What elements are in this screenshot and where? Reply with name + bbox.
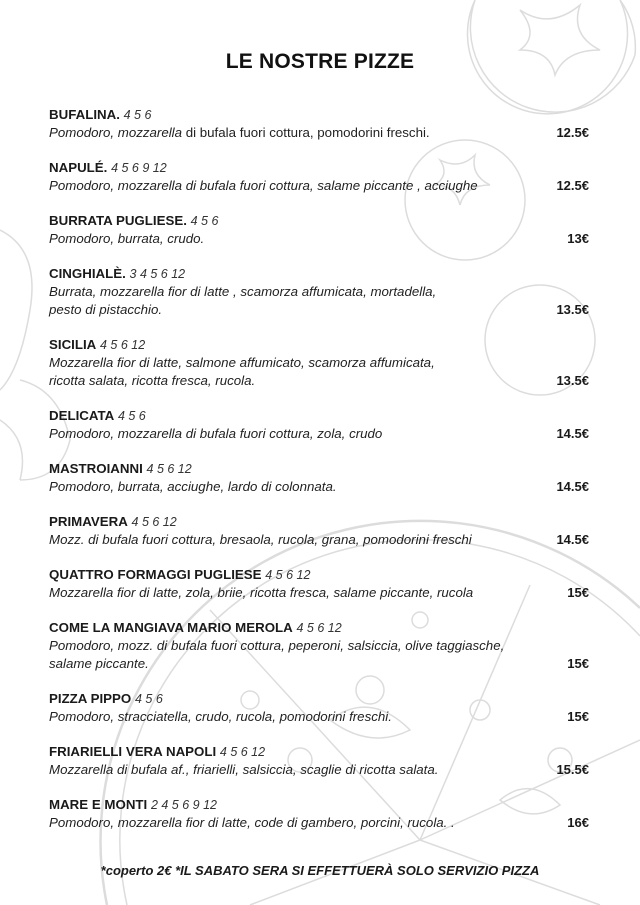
item-price: 14.5€ (556, 479, 589, 494)
item-title-line (49, 407, 589, 425)
item-title-line (49, 159, 589, 177)
item-price: 15.5€ (556, 762, 589, 777)
pizza-menu-list (49, 106, 589, 849)
menu-item (49, 690, 589, 726)
allergen-codes: 4 5 6 12 (265, 568, 311, 582)
menu-item (49, 407, 589, 443)
item-price: 14.5€ (556, 426, 589, 441)
item-price: 13€ (567, 231, 589, 246)
allergen-codes: 4 5 6 12 (146, 462, 192, 476)
item-description: Burrata, mozzarella fior di latte , scamorza affumicata, mortadella, (49, 284, 437, 299)
item-title-line (49, 212, 589, 230)
item-name: MARE E MONTI (49, 797, 148, 812)
item-price: 16€ (567, 815, 589, 830)
item-name: SICILIA (49, 337, 97, 352)
menu-item (49, 336, 589, 390)
allergen-codes: 4 5 6 (123, 108, 152, 122)
item-description: Pomodoro, burrata, acciughe, lardo di colonnata. (49, 479, 337, 494)
item-name: DELICATA (49, 408, 115, 423)
item-description: Mozz. di bufala fuori cottura, bresaola, rucola, grana, pomodorini freschi (49, 532, 472, 547)
item-title-line (49, 460, 589, 478)
menu-item (49, 513, 589, 549)
description-roman: di bufala fuori cottura, pomodorini freschi. (182, 125, 430, 140)
item-name: CINGHIALÈ. (49, 266, 126, 281)
item-title-line (49, 743, 589, 761)
allergen-codes: 4 5 6 12 (131, 515, 177, 529)
item-title-line (49, 513, 589, 531)
allergen-codes: 4 5 6 9 12 (111, 161, 167, 175)
item-description: Pomodoro, mozzarella di bufala fuori cottura, zola, crudo (49, 426, 383, 441)
item-description: Mozzarella fior di latte, zola, briie, ricotta fresca, salame piccante, rucola (49, 585, 474, 600)
item-price: 12.5€ (556, 178, 589, 193)
item-name: BUFALINA. (49, 107, 120, 122)
item-name: BURRATA PUGLIESE. (49, 213, 187, 228)
item-name: PIZZA PIPPO (49, 691, 132, 706)
item-price: 15€ (567, 709, 589, 724)
item-description: Mozzarella fior di latte, salmone affumicato, scamorza affumicata, (49, 355, 435, 370)
item-name: QUATTRO FORMAGGI PUGLIESE (49, 567, 262, 582)
item-name: NAPULÉ. (49, 160, 108, 175)
item-price: 12.5€ (556, 125, 589, 140)
item-description (49, 124, 589, 142)
menu-item (49, 460, 589, 496)
item-description: Pomodoro, mozzarella fior di latte, code di gambero, porcini, rucola. . (49, 815, 455, 830)
footer-note: *coperto 2€ *IL SABATO SERA SI EFFETTUERÀ SOLO SERVIZIO PIZZA (100, 863, 540, 878)
item-description: pesto di pistacchio. (49, 302, 163, 317)
description-italic: Pomodoro, mozzarella (49, 125, 183, 140)
item-description: Pomodoro, mozz. di bufala fuori cottura, peperoni, salsiccia, olive taggiasche, (49, 638, 505, 653)
item-name: FRIARIELLI VERA NAPOLI (49, 744, 217, 759)
item-price: 13.5€ (556, 373, 589, 388)
menu-item (49, 159, 589, 195)
menu-item (49, 619, 589, 673)
allergen-codes: 2 4 5 6 9 12 (150, 798, 217, 812)
item-title-line (49, 690, 589, 708)
item-name: MASTROIANNI (49, 461, 143, 476)
menu-item (49, 796, 589, 832)
allergen-codes: 3 4 5 6 12 (129, 267, 186, 281)
menu-item (49, 265, 589, 319)
allergen-codes: 4 5 6 12 (99, 338, 146, 352)
item-price: 15€ (567, 585, 589, 600)
item-description: ricotta salata, ricotta fresca, rucola. (49, 373, 256, 388)
allergen-codes: 4 5 6 12 (296, 621, 342, 635)
item-title-line (49, 796, 589, 814)
item-title-line (49, 265, 589, 283)
item-title-line (49, 336, 589, 354)
item-name: COME LA MANGIAVA MARIO MEROLA (49, 620, 293, 635)
menu-item (49, 743, 589, 779)
item-price: 15€ (567, 656, 589, 671)
item-price: 14.5€ (556, 532, 589, 547)
allergen-codes: 4 5 6 (190, 214, 219, 228)
item-description: Pomodoro, mozzarella di bufala fuori cottura, salame piccante , acciughe (49, 178, 478, 193)
allergen-codes: 4 5 6 (117, 409, 146, 423)
menu-item (49, 106, 589, 142)
allergen-codes: 4 5 6 12 (219, 745, 266, 759)
item-title-line (49, 619, 589, 637)
item-description: Pomodoro, burrata, crudo. (49, 231, 205, 246)
item-price: 13.5€ (556, 302, 589, 317)
menu-item (49, 212, 589, 248)
menu-item (49, 566, 589, 602)
page-title: LE NOSTRE PIZZE (225, 50, 415, 73)
item-description: Pomodoro, stracciatella, crudo, rucola, pomodorini freschi. (49, 709, 392, 724)
item-description: salame piccante. (49, 656, 149, 671)
item-title-line (49, 106, 589, 124)
item-description: Mozzarella di bufala af., friarielli, salsiccia, scaglie di ricotta salata. (49, 762, 439, 777)
allergen-codes: 4 5 6 (134, 692, 163, 706)
item-name: PRIMAVERA (49, 514, 128, 529)
item-title-line (49, 566, 589, 584)
